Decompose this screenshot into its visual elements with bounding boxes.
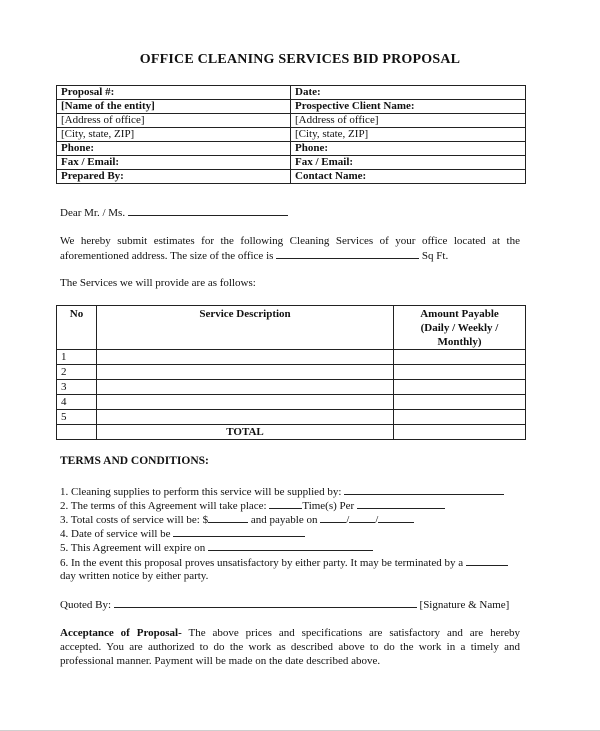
client-city-placeholder: [City, state, ZIP]	[291, 128, 526, 142]
quoted-by-line	[60, 597, 509, 612]
info-row	[57, 86, 526, 100]
client-address-placeholder: [Address of office]	[291, 114, 526, 128]
col-description-header: Service Description	[97, 306, 394, 350]
quoted-by-label: Quoted By:	[60, 599, 112, 611]
row-number: 2	[57, 365, 97, 380]
salutation-line	[60, 205, 288, 220]
frequency-blank[interactable]	[357, 498, 445, 509]
info-row	[57, 114, 526, 128]
service-description-cell[interactable]	[97, 350, 394, 365]
amount-header-line3: Monthly)	[437, 336, 482, 348]
term-5-text: 5. This Agreement will expire on	[60, 542, 206, 554]
row-number: 4	[57, 395, 97, 410]
notice-days-blank[interactable]	[466, 555, 508, 566]
service-description-cell[interactable]	[97, 380, 394, 395]
total-amount-cell[interactable]	[394, 425, 526, 440]
info-row	[57, 128, 526, 142]
client-phone-label: Phone:	[291, 142, 526, 156]
table-row	[57, 395, 526, 410]
times-blank[interactable]	[269, 498, 302, 509]
acceptance-label: Acceptance of Proposal-	[60, 627, 182, 639]
service-table	[56, 305, 526, 440]
row-number: 3	[57, 380, 97, 395]
acceptance-line-2: accepted. You are authorized to do the work as described above to do the work in a timely and	[60, 641, 520, 653]
terms-heading: TERMS AND CONDITIONS:	[60, 455, 209, 467]
amount-cell[interactable]	[394, 365, 526, 380]
proposal-number-label: Proposal #:	[57, 86, 291, 100]
info-row	[57, 170, 526, 184]
total-row	[57, 425, 526, 440]
service-description-cell[interactable]	[97, 410, 394, 425]
term-item-2	[60, 498, 445, 513]
amount-header-line1: Amount Payable	[420, 308, 499, 320]
term-3-text: 3. Total costs of service will be: $	[60, 514, 209, 526]
date-slash: /	[346, 514, 350, 526]
term-item-1	[60, 484, 504, 499]
payable-day-blank[interactable]	[349, 512, 375, 523]
row-number: 5	[57, 410, 97, 425]
total-label: TOTAL	[97, 425, 394, 440]
times-per-label: Time(s) Per	[302, 500, 355, 512]
date-label: Date:	[291, 86, 526, 100]
intro-line-2-text: aforementioned address. The size of the office is	[60, 250, 274, 262]
total-spacer-cell	[57, 425, 97, 440]
sq-ft-label: Sq Ft.	[421, 250, 449, 262]
col-amount-header	[394, 306, 526, 350]
contact-name-label: Contact Name:	[291, 170, 526, 184]
row-number: 1	[57, 350, 97, 365]
expiry-date-blank[interactable]	[208, 540, 373, 551]
proposal-info-table	[56, 85, 526, 184]
services-intro: The Services we will provide are as follows:	[60, 277, 256, 289]
amount-header-line2: (Daily / Weekly /	[420, 322, 499, 334]
term-item-4	[60, 526, 305, 541]
col-no-header: No	[57, 306, 97, 350]
quoted-by-blank[interactable]	[114, 597, 417, 608]
office-size-blank[interactable]	[276, 248, 419, 259]
signature-name-label: [Signature & Name]	[419, 599, 510, 611]
term-item-6-continued: day written notice by either party.	[60, 570, 209, 582]
table-row	[57, 365, 526, 380]
service-description-cell[interactable]	[97, 365, 394, 380]
prepared-by-label: Prepared By:	[57, 170, 291, 184]
term-item-5	[60, 540, 373, 555]
service-description-cell[interactable]	[97, 395, 394, 410]
total-cost-blank[interactable]	[208, 512, 248, 523]
amount-cell[interactable]	[394, 350, 526, 365]
info-row	[57, 142, 526, 156]
entity-city-placeholder: [City, state, ZIP]	[57, 128, 291, 142]
salutation-name-blank[interactable]	[128, 205, 288, 216]
document-title: OFFICE CLEANING SERVICES BID PROPOSAL	[139, 52, 461, 67]
client-name-label: Prospective Client Name:	[291, 100, 526, 114]
info-row	[57, 100, 526, 114]
service-table-header	[57, 306, 526, 350]
entity-fax-email-label: Fax / Email:	[57, 156, 291, 170]
entity-phone-label: Phone:	[57, 142, 291, 156]
amount-cell[interactable]	[394, 410, 526, 425]
term-1-text: 1. Cleaning supplies to perform this service will be supplied by:	[60, 486, 342, 498]
intro-line-1: We hereby submit estimates for the following Cleaning Services of your office located at the	[60, 235, 520, 247]
acceptance-line-1	[60, 626, 520, 640]
table-row	[57, 380, 526, 395]
entity-address-placeholder: [Address of office]	[57, 114, 291, 128]
acceptance-text-1: The above prices and specifications are satisfactory and are hereby	[181, 627, 521, 639]
term-6-text: 6. In the event this proposal proves unsatisfactory by either party. It may be terminated by a	[60, 557, 464, 569]
amount-cell[interactable]	[394, 395, 526, 410]
term-item-3	[60, 512, 414, 527]
info-row	[57, 156, 526, 170]
table-row	[57, 410, 526, 425]
payable-year-blank[interactable]	[378, 512, 414, 523]
term-item-6	[60, 555, 508, 570]
client-fax-email-label: Fax / Email:	[291, 156, 526, 170]
service-date-blank[interactable]	[173, 526, 305, 537]
intro-line-2	[60, 248, 448, 263]
table-row	[57, 350, 526, 365]
amount-cell[interactable]	[394, 380, 526, 395]
date-slash: /	[375, 514, 379, 526]
acceptance-line-3: professional manner. Payment will be made on the date described above.	[60, 655, 381, 667]
entity-name-label: [Name of the entity]	[57, 100, 291, 114]
payable-on-label: and payable on	[250, 514, 318, 526]
payable-month-blank[interactable]	[320, 512, 346, 523]
salutation: Dear Mr. / Ms.	[60, 207, 126, 219]
term-2-text: 2. The terms of this Agreement will take place:	[60, 500, 267, 512]
supplies-blank[interactable]	[344, 484, 504, 495]
term-4-text: 4. Date of service will be	[60, 528, 171, 540]
